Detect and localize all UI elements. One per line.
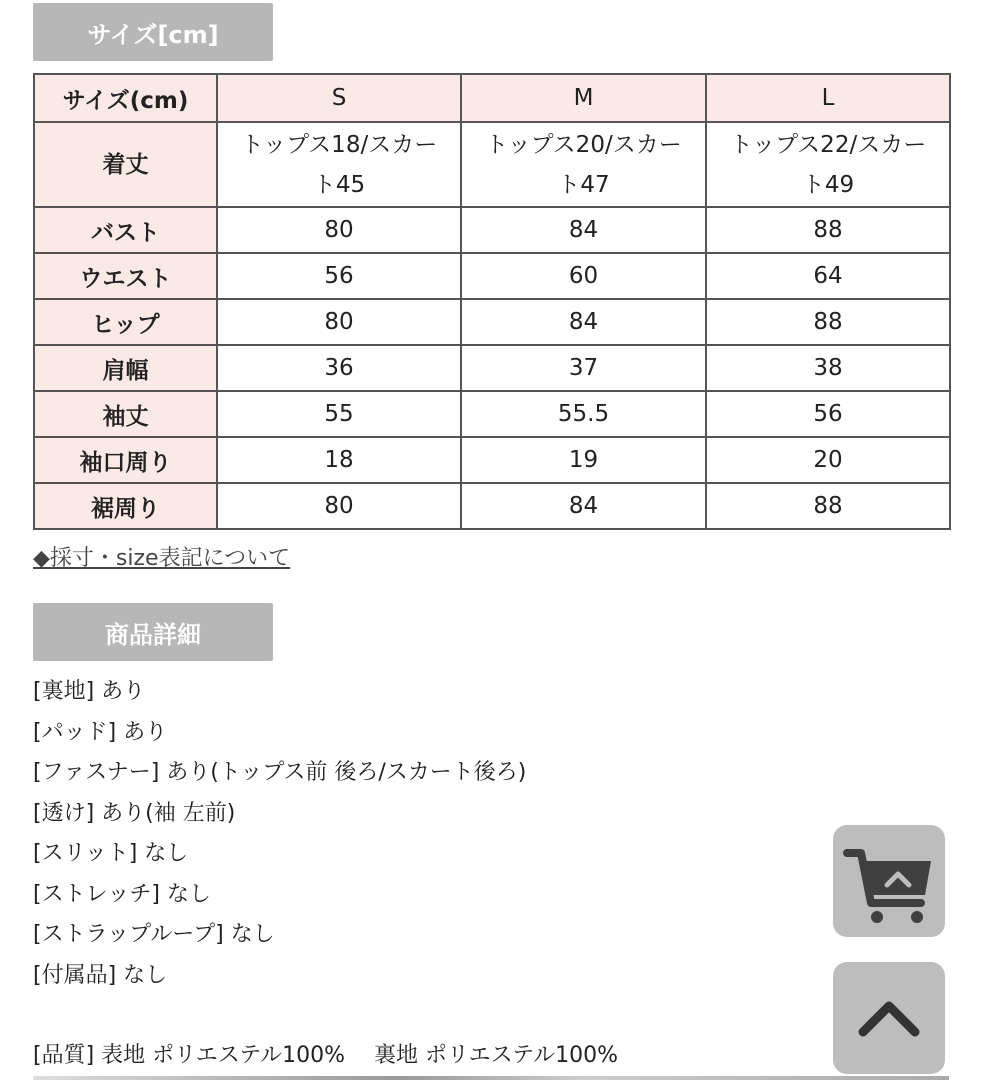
detail-item: [付属品] なし [33, 962, 168, 988]
table-row [34, 391, 950, 437]
table-cell: トップス22/スカー ト49 [706, 122, 950, 207]
table-row [34, 483, 950, 529]
row-label: ウエスト [34, 253, 217, 299]
table-cell: 55 [217, 391, 461, 437]
detail-list [33, 675, 618, 1068]
table-cell: 56 [706, 391, 950, 437]
detail-item: [ストラップループ] なし [33, 922, 275, 947]
row-label: 袖口周り [34, 437, 217, 483]
table-cell: 88 [706, 299, 950, 345]
size-table-header [34, 74, 950, 122]
detail-item: [ファスナー] あり(トップス前 後ろ/スカート後ろ) [33, 760, 527, 785]
measure-info-link[interactable]: ◆採寸・size表記について [33, 546, 291, 571]
table-cell: 80 [217, 483, 461, 529]
table-cell: 56 [217, 253, 461, 299]
row-label: 裾周り [34, 483, 217, 529]
detail-item: [パッド] あり [33, 719, 168, 745]
detail-item: [裏地] あり [33, 679, 146, 704]
table-cell: 55.5 [461, 391, 706, 437]
row-label: 肩幅 [34, 345, 217, 391]
detail-item: [透け] あり(袖 左前) [33, 800, 236, 826]
header-cell: M [461, 74, 706, 122]
detail-section-title: 商品詳細 [33, 603, 273, 661]
table-cell: 88 [706, 483, 950, 529]
chevron-up-icon [849, 978, 929, 1058]
table-cell: 84 [461, 483, 706, 529]
table-row [34, 345, 950, 391]
header-cell: L [706, 74, 950, 122]
table-row [34, 122, 950, 207]
table-row [34, 437, 950, 483]
row-label: 着丈 [34, 122, 217, 207]
table-cell: 38 [706, 345, 950, 391]
row-label: ヒップ [34, 299, 217, 345]
back-to-top-button[interactable] [833, 962, 945, 1074]
row-label: 袖丈 [34, 391, 217, 437]
table-cell: 20 [706, 437, 950, 483]
table-cell: 84 [461, 299, 706, 345]
table-cell: 80 [217, 299, 461, 345]
table-cell: 80 [217, 207, 461, 253]
table-cell: 88 [706, 207, 950, 253]
table-cell: 19 [461, 437, 706, 483]
table-cell: 37 [461, 345, 706, 391]
detail-item: [ストレッチ] なし [33, 881, 211, 907]
size-table [33, 73, 951, 530]
table-cell: 36 [217, 345, 461, 391]
table-cell: 64 [706, 253, 950, 299]
row-label: バスト [34, 207, 217, 253]
quality-text: [品質] 表地 ポリエステル100% 裏地 ポリエステル100% [33, 1043, 618, 1068]
image-strip [33, 1076, 949, 1080]
size-section-title: サイズ[cm] [33, 3, 273, 61]
header-cell: サイズ(cm) [34, 74, 217, 122]
cart-button[interactable] [833, 825, 945, 937]
table-row [34, 207, 950, 253]
cart-up-icon [841, 833, 937, 929]
table-cell: トップス18/スカー ト45 [217, 122, 461, 207]
table-cell: トップス20/スカー ト47 [461, 122, 706, 207]
table-cell: 18 [217, 437, 461, 483]
header-cell: S [217, 74, 461, 122]
detail-item: [スリット] なし [33, 841, 189, 866]
table-cell: 60 [461, 253, 706, 299]
table-row [34, 253, 950, 299]
table-cell: 84 [461, 207, 706, 253]
table-row [34, 299, 950, 345]
